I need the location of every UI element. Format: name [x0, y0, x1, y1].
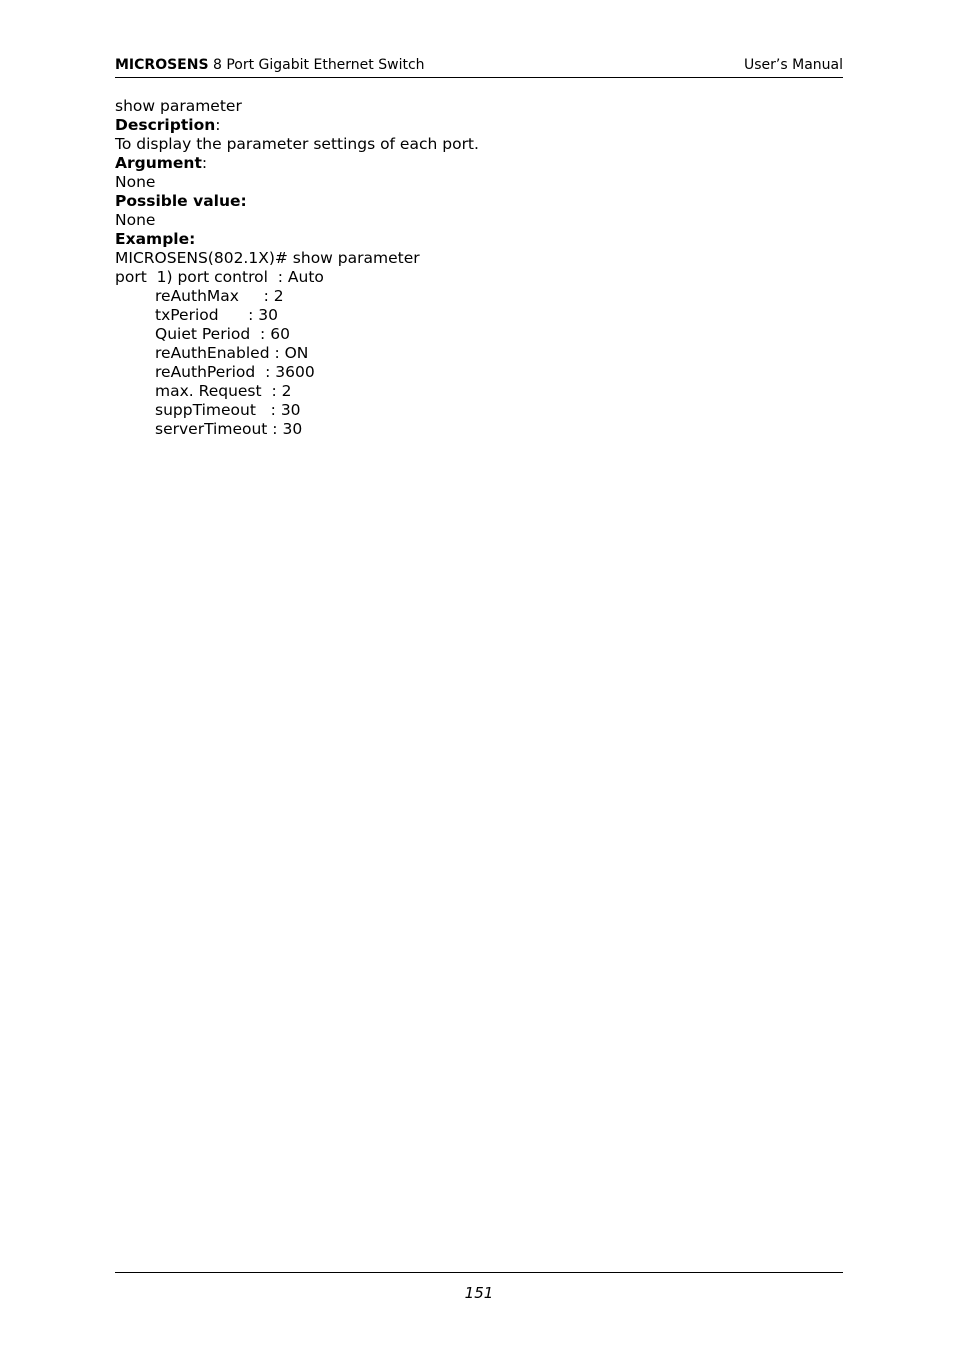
command-section [115, 97, 843, 439]
command-name: show parameter [115, 97, 242, 115]
example-param-line: reAuthEnabled : ON [155, 344, 309, 362]
header-brand: MICROSENS [115, 57, 209, 73]
example-param-line: max. Request : 2 [155, 382, 292, 400]
description-punct: : [215, 116, 221, 134]
argument-label: Argument [115, 154, 202, 172]
example-port-line: port 1) port control : Auto [115, 268, 324, 286]
example-param-line: txPeriod : 30 [155, 306, 279, 324]
argument-heading [115, 154, 843, 173]
header-title [115, 57, 425, 73]
description-text: To display the parameter settings of each port. [115, 135, 479, 153]
argument-text: None [115, 173, 156, 191]
description-label: Description [115, 116, 216, 134]
header-product: 8 Port Gigabit Ethernet Switch [208, 57, 425, 73]
example-param-line: serverTimeout : 30 [155, 420, 303, 438]
example-param-line: reAuthMax : 2 [155, 287, 284, 305]
example-param-line: reAuthPeriod : 3600 [155, 363, 315, 381]
example-prompt: MICROSENS(802.1X)# show parameter [115, 249, 420, 267]
footer-divider [115, 1272, 843, 1273]
example-label: Example: [115, 230, 196, 248]
example-param-line: Quiet Period : 60 [155, 325, 290, 343]
example-param-line: suppTimeout : 30 [155, 401, 301, 419]
header-manual-label: User’s Manual [744, 57, 843, 73]
page-header [115, 57, 843, 78]
possible-value-label: Possible value: [115, 192, 247, 210]
description-heading [115, 116, 843, 135]
argument-punct: : [201, 154, 208, 172]
possible-value-text: None [115, 211, 156, 229]
page-number: 151 [464, 1284, 494, 1302]
